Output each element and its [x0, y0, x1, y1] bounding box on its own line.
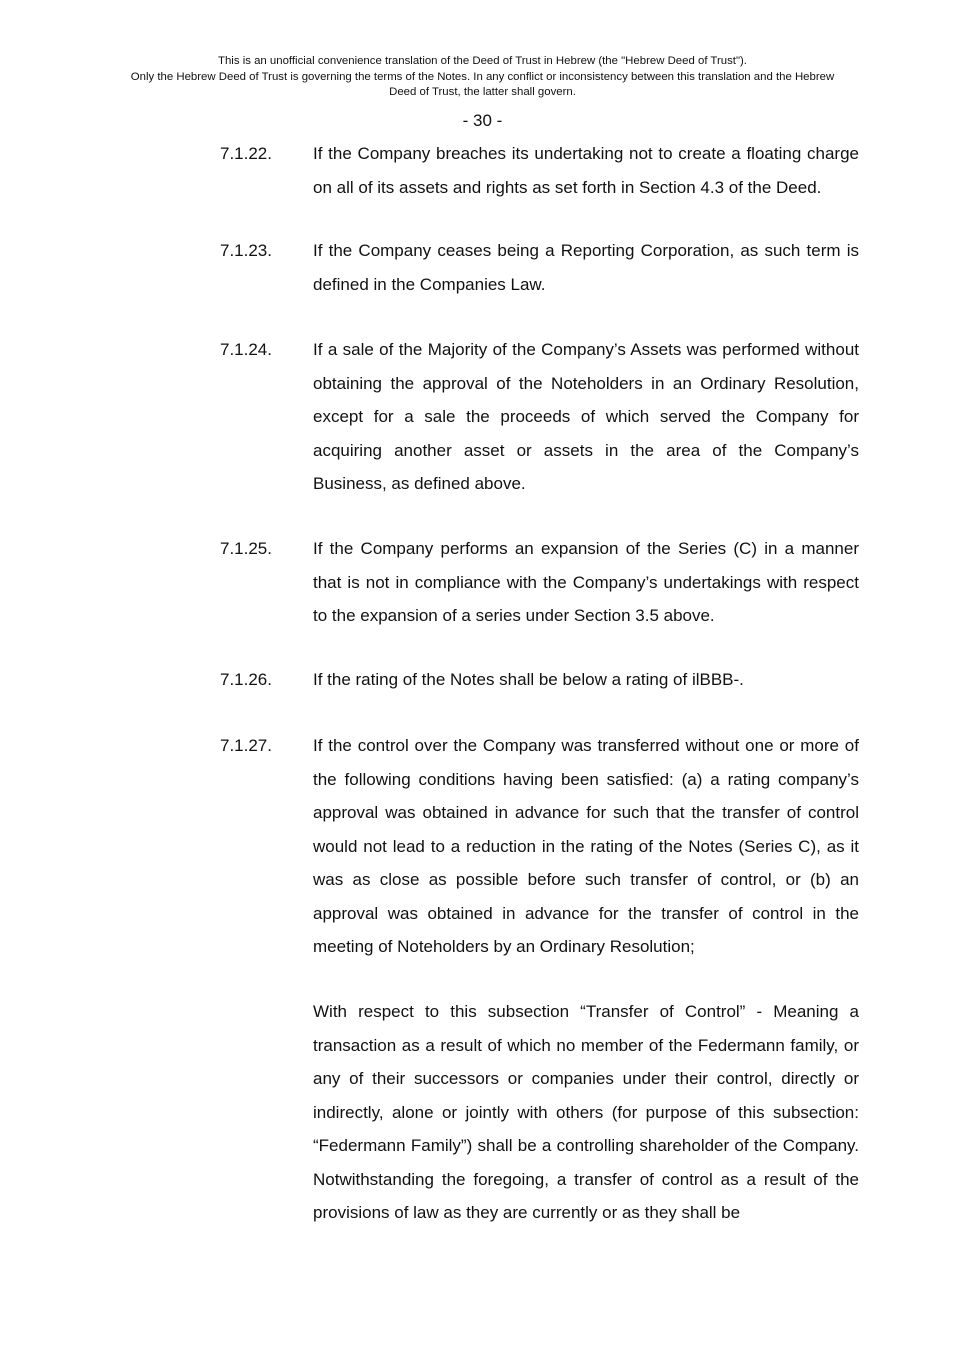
clause-text: If the control over the Company was transferred without one or more of the following conditions having been satisfied: (a) a rating company’s approval was obtained in advance for such that the transfer of control would not lead to a reduction in the rating of the Notes (Series C), as it was as close as possible before such transfer of control, or (b) an approval was obtained in advance for the transfer of control in the meeting of Noteholders by an Ordinary Resolution;	[313, 736, 859, 956]
clause-number: 7.1.26.	[220, 670, 272, 689]
transfer-of-control-definition: With respect to this subsection “Transfer of Control” - Meaning a transaction as a result of which no member of the Federmann family, or any of their successors or companies under their control, directly or indirectly, alone or jointly with others (for purpose of this subsection: “Federmann Family”) shall be a controlling shareholder of the Company. Notwithstanding the foregoing, a transfer of control as a result of the provisions of law as they are currently or as they shall be	[313, 1002, 859, 1222]
disclaimer-line-3: Deed of Trust, the latter shall govern.	[389, 86, 576, 98]
clause-number: 7.1.23.	[220, 241, 272, 260]
clause-text: If the Company performs an expansion of the Series (C) in a manner that is not in compliance with the Company’s undertakings with respect to the expansion of a series under Section 3.5 above.	[313, 539, 859, 625]
page-number: - 30 -	[462, 111, 503, 130]
disclaimer-line-1: This is an unofficial convenience translation of the Deed of Trust in Hebrew (the "Hebrew Deed of Trust").	[218, 55, 747, 67]
clause-text: If a sale of the Majority of the Company’s Assets was performed without obtaining the approval of the Noteholders in an Ordinary Resolution, except for a sale the proceeds of which served the Company for acquiring another asset or assets in the area of the Company’s Business, as defined above.	[313, 340, 859, 493]
clause-number: 7.1.24.	[220, 340, 272, 359]
translation-disclaimer	[60, 54, 905, 101]
clause-number: 7.1.22.	[220, 144, 272, 163]
clause-text: If the Company ceases being a Reporting Corporation, as such term is defined in the Companies Law.	[313, 241, 859, 294]
clause-number: 7.1.25.	[220, 539, 272, 558]
clause-text: If the rating of the Notes shall be below a rating of ilBBB-.	[313, 670, 744, 689]
clause-number: 7.1.27.	[220, 736, 272, 755]
clause-text: If the Company breaches its undertaking not to create a floating charge on all of its assets and rights as set forth in Section 4.3 of the Deed.	[313, 144, 859, 197]
disclaimer-line-2: Only the Hebrew Deed of Trust is governing the terms of the Notes. In any conflict or inconsistency between this translation and the Hebrew	[130, 70, 835, 83]
